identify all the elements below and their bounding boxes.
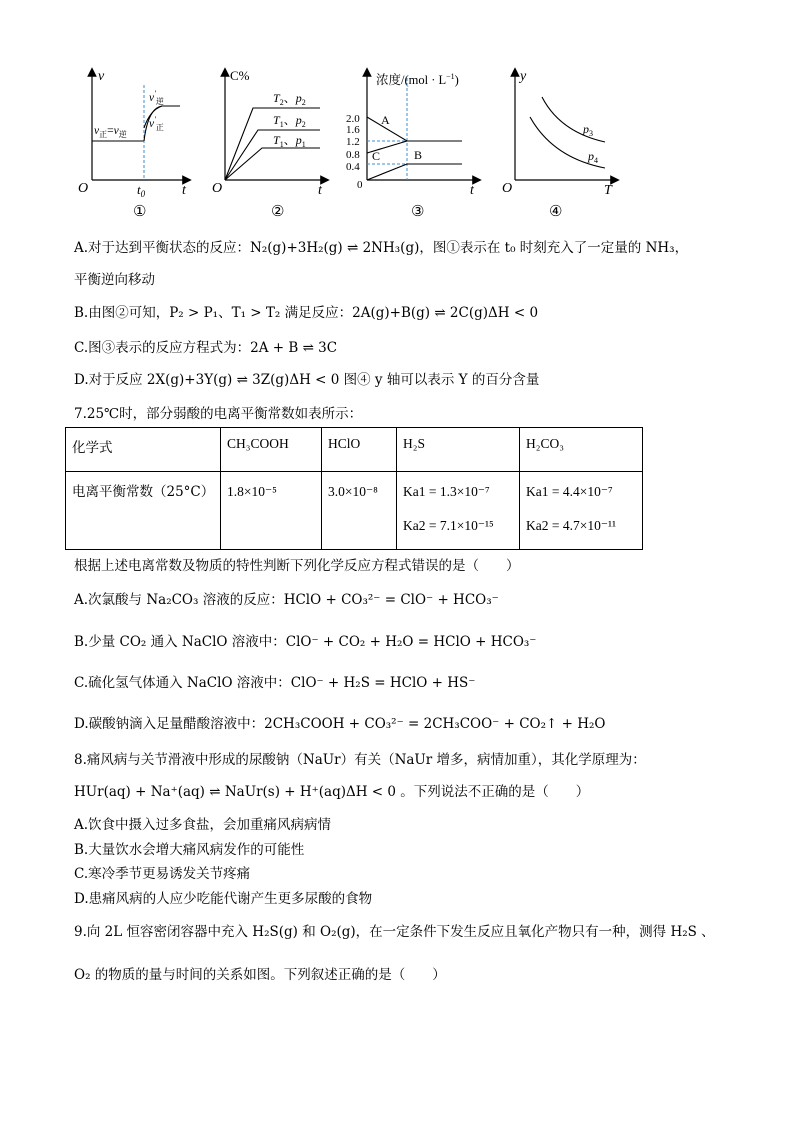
fig3-point-c: C bbox=[372, 149, 381, 163]
fig1-v-forward-label: $v'_正$ bbox=[149, 115, 164, 132]
q8-option-c: C.寒冷季节更易诱发关节疼痛 bbox=[74, 866, 251, 882]
fig1-t0-label: $t_0$ bbox=[137, 182, 146, 199]
fig4-x-label: T bbox=[604, 183, 612, 198]
q7-intro: 7.25℃时，部分弱酸的电离平衡常数如表所示： bbox=[74, 406, 363, 422]
q6-option-d: D.对于反应 2X(g)+3Y(g) ⇌ 3Z(g)ΔH < 0 图④ y 轴可以表示 Y 的百分含量 bbox=[74, 372, 540, 388]
fig2-curve-3-label: $T_1$、$p_1$ bbox=[273, 133, 306, 149]
fig1-y-label: v bbox=[98, 69, 105, 84]
figure-row bbox=[0, 0, 794, 230]
fig4-y-label: y bbox=[520, 69, 527, 84]
q8-option-d: D.患痛风病的人应少吃能代谢产生更多尿酸的食物 bbox=[74, 891, 373, 907]
fig3-point-a: A bbox=[381, 113, 390, 127]
table-cell-h2s bbox=[397, 472, 520, 550]
fig2-caption: ② bbox=[271, 204, 285, 220]
fig4-curve-p3-label: $p_3$ bbox=[583, 122, 593, 138]
fig3-y-label: 浓度$/(mol \cdot L^{-1})$ bbox=[376, 72, 459, 87]
q7-option-d: D.碳酸钠滴入足量醋酸溶液中：2CH₃COOH + CO₃²⁻ = 2CH₃COO⁻ + CO₂↑ + H₂O bbox=[74, 716, 606, 732]
fig1-origin: O bbox=[78, 181, 89, 196]
fig2-curve-2-label: $T_1$、$p_2$ bbox=[273, 113, 306, 129]
q7-option-c: C.硫化氢气体通入 NaClO 溶液中：ClO⁻ + H₂S = HClO + HS⁻ bbox=[74, 675, 476, 691]
fig2-x-label: t bbox=[318, 183, 322, 198]
fig1-eq-label: $v_正=v_逆$ bbox=[94, 125, 127, 139]
table-header-hclo: HClO bbox=[322, 428, 397, 472]
fig1-x-label: t bbox=[182, 183, 186, 198]
fig3-x-label: t bbox=[470, 183, 474, 198]
q9-line2: O₂ 的物质的量与时间的关系如图。下列叙述正确的是（ ） bbox=[74, 967, 446, 983]
fig1-v-reverse-label: $v'_逆$ bbox=[149, 89, 164, 106]
q8-option-a: A.饮食中摄入过多食盐，会加重痛风病病情 bbox=[74, 817, 332, 833]
table-cell-hclo: 3.0×10⁻⁸ bbox=[322, 472, 397, 550]
fig2-curve-1-label: $T_2$、$p_2$ bbox=[273, 91, 306, 107]
fig3-tick-1-2: 1.2 bbox=[346, 136, 360, 148]
q6-option-a-line1: A.对于达到平衡状态的反应：N₂(g)+3H₂(g) ⇌ 2NH₃(g)，图①表示在 t₀ 时刻充入了一定量的 NH₃， bbox=[74, 240, 689, 256]
fig4-curve-p4-label: $p_4$ bbox=[588, 149, 598, 165]
fig3-tick-0-8: 0.8 bbox=[346, 149, 360, 161]
fig4-origin: O bbox=[502, 181, 513, 196]
q7-prompt: 根据上述电离常数及物质的特性判断下列化学反应方程式错误的是（ ） bbox=[74, 558, 520, 574]
figure-4 bbox=[502, 69, 615, 220]
fig3-point-b: B bbox=[414, 148, 423, 162]
fig3-tick-0-4: 0.4 bbox=[346, 161, 360, 173]
fig2-origin: O bbox=[212, 181, 223, 196]
q7-option-b: B.少量 CO₂ 通入 NaClO 溶液中：ClO⁻ + CO₂ + H₂O = HClO + HCO₃⁻ bbox=[74, 634, 537, 650]
q7-option-a: A.次氯酸与 Na₂CO₃ 溶液的反应：HClO + CO₃²⁻ = ClO⁻ + HCO₃⁻ bbox=[74, 592, 499, 608]
q9-line1: 9.向 2L 恒容密闭容器中充入 H₂S(g) 和 O₂(g)，在一定条件下发生反应且氧化产物只有一种，测得 H₂S 、 bbox=[74, 924, 715, 940]
fig3-caption: ③ bbox=[411, 204, 425, 220]
table-header-h2co3: H₂CO₃ bbox=[520, 428, 643, 472]
table-header-acetic-acid: CH₃COOH bbox=[221, 428, 322, 472]
q6-option-b: B.由图②可知，P₂ > P₁、T₁ > T₂ 满足反应：2A(g)+B(g) ⇌ 2C(g)ΔH < 0 bbox=[74, 305, 539, 321]
q8-line1: 8.痛风病与关节滑液中形成的尿酸钠（NaUr）有关（NaUr 增多，病情加重），其化学原理为： bbox=[74, 752, 646, 768]
table-header-h2s: H₂S bbox=[397, 428, 520, 472]
q6-option-a-line2: 平衡逆向移动 bbox=[74, 272, 155, 288]
fig3-origin: 0 bbox=[357, 179, 363, 191]
q8-option-b: B.大量饮水会增大痛风病发作的可能性 bbox=[74, 842, 305, 858]
figure-2 bbox=[212, 68, 325, 220]
h2co3-ka2: Ka2 = 4.7×10⁻¹¹ bbox=[526, 518, 617, 533]
fig3-tick-1-6: 1.6 bbox=[346, 124, 360, 136]
q6-option-c: C.图③表示的反应方程式为：2A + B ⇌ 3C bbox=[74, 340, 338, 356]
figure-1 bbox=[78, 69, 187, 220]
fig4-caption: ④ bbox=[549, 204, 563, 220]
table-header-formula: 化学式 bbox=[66, 428, 221, 472]
table-cell-acetic-acid: 1.8×10⁻⁵ bbox=[221, 472, 322, 550]
h2s-ka1: Ka1 = 1.3×10⁻⁷ bbox=[403, 484, 490, 499]
fig1-caption: ① bbox=[133, 204, 147, 220]
table-cell-h2co3 bbox=[520, 472, 643, 550]
fig3-tick-2-0: 2.0 bbox=[346, 113, 360, 125]
fig2-y-label: C% bbox=[230, 68, 250, 83]
h2co3-ka1: Ka1 = 4.4×10⁻⁷ bbox=[526, 484, 613, 499]
h2s-ka2: Ka2 = 7.1×10⁻¹⁵ bbox=[403, 518, 494, 533]
ionization-constant-table bbox=[65, 427, 643, 550]
figure-3 bbox=[346, 72, 477, 220]
q8-line2: HUr(aq) + Na⁺(aq) ⇌ NaUr(s) + H⁺(aq)ΔH < 0 。下列说法不正确的是（ ） bbox=[74, 784, 590, 800]
table-row-label: 电离平衡常数（25°C） bbox=[66, 472, 221, 550]
